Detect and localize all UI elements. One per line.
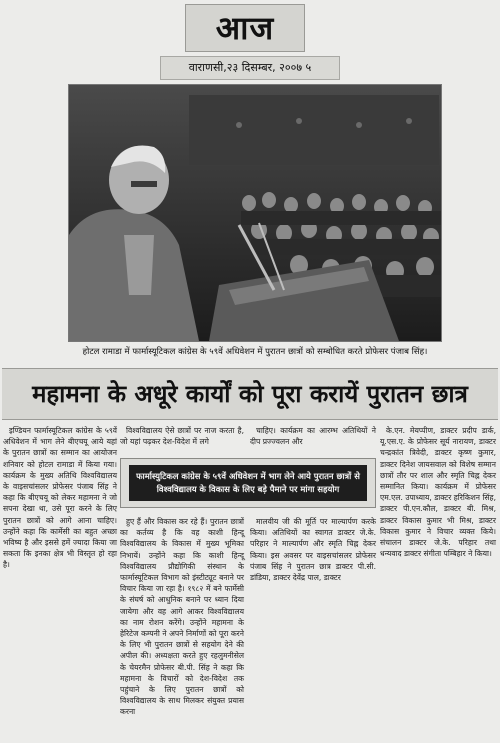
- dateline: वाराणसी,२३ दिसम्बर, २००७ ५: [160, 56, 340, 80]
- highlight-box: [120, 458, 376, 508]
- article-headline: महामना के अधूरे कार्यों को पूरा करायें पुरातन छात्र: [2, 368, 498, 420]
- highlight-text: फार्मास्युटिकल कांग्रेस के ५९वें अधिवेशन में भाग लेने आये पुरातन छात्रों से विश्वविद्यालय के विकास के लिए बड़े पैमाने पर मांगा सहयोग: [129, 465, 367, 501]
- photo-caption: होटल रामाडा में फार्मास्यूटिकल कांग्रेस के ५९वें अधिवेशन में पुरातन छात्रों को सम्बोधित करते प्रोफेसर पंजाब सिंह।: [82, 347, 428, 357]
- article-column-4: [380, 425, 496, 680]
- photo-illustration: [69, 85, 441, 341]
- paragraph: चाहिए। कार्यक्रम का आरम्भ अतिथियों ने दीप प्रज्ज्वलन और: [250, 426, 376, 447]
- paragraph: इण्डियन फार्मास्यूटिकल कांग्रेस के ५९वें अधिवेशन में भाग लेने बीएचयू आये यहां के पुरातन छात्रों का सम्मान का आयोजन शनिवार को होटल रामाडा में किया गया। कार्यक्रम के मुख्य अतिथि विश्वविद्यालय के वाइसचांसलर प्रोफेसर पंजाब सिंह ने कहा कि बीएचयू को लेकर महामना ने जो सपना देखा था, उसे पूरा करने के लिए पुरातन छात्रों को आगे आना चाहिए। उन्होंने कहा कि कार्मेसी का बहुत अच्छा भविष्य है और इससे हमें ज्यादा किया जा सकता कि इनका क्षेत्र भी विस्तृत हो रहा है।: [3, 426, 117, 570]
- paragraph: विश्वविद्यालय ऐसे छात्रों पर नाज करता है, जो यहां पढ़कर देश-विदेश में लगे: [120, 426, 244, 447]
- paragraph: हुए हैं और विकास कर रहे हैं। पुरातन छात्रों का कर्तव्य है कि वह काशी हिन्दू विश्वविद्यालय के विकास में मुख्य भूमिका निभायें। उन्होंने कहा कि काशी हिन्दू विश्वविद्यालय प्रौद्योगिकी संस्थान के फार्मास्यूटिकल विभाग को इंस्टीट्यूट बनाने पर विचार किया जा रहा है। १९८२ में बने फार्मेसी के संघर्ष को आधुनिक बनाने पर ध्यान दिया जायेगा और वह आगे आकर विश्वविद्यालय का नाम रोशन करेंगे। उन्होंने महामना के हेरिटेज कम्पनी ने अपने निर्माणों को पूरा करने के लिए भी पुरातन छात्रों से सहयोग देने की अपील की। अध्यक्षता करते हुए रहलुमनीसेल के चेयरमैन प्रोफेसर बी.पी. सिंह ने कहा कि महामना के विचारों को देश-विदेश तक पहुंचाने के लिए पुरातन छात्रों को विश्वविद्यालय के साथ मिलकर संयुक्त प्रयास करना: [120, 517, 244, 717]
- article-column-3-top: [250, 425, 376, 455]
- article-column-1: [3, 425, 117, 570]
- article-column-2-top: [120, 425, 244, 455]
- article-column-2-bottom: [120, 516, 244, 726]
- paragraph: के.एन. मेयप्पीण, डाक्टर प्रदीप डार्क, यू.एस.ए. के प्रोफेसर सूर्य नारायण, डाक्टर चन्द्रकांत त्रिवेदी, डाक्टर कृष्ण कुमार, डाक्टर दिनेश जायसवाल को विशेष सम्मान छात्रों तौर पर शाल और स्मृति चिह्न देकर सम्मानित किया। कार्यक्रम में प्रोफेसर एम.एल. उपाध्याय, डाक्टर हरिकिशन सिंह, डाक्टर पी.एन.कौल, डाक्टर बी. मिश्र, डाक्टर विकास कुमार भी मिश्र, डाक्टर विकास कुमार ने विचार व्यक्त किये। संचालन डाक्टर जे.के. परिहार तथा धन्यवाद डाक्टर संगीता पम्बिहार ने किया।: [380, 426, 496, 559]
- article-column-3-bottom: [250, 516, 376, 676]
- newspaper-masthead: आज: [185, 4, 305, 52]
- paragraph: मालवीय जी की मूर्ति पर माल्यार्पण करके किया। अतिथियों का स्वागत डाक्टर जे.के. परिहार ने माल्यार्पण और स्मृति चिह्न देकर किया। इस अवसर पर वाइसचांसलर प्रोफेसर पंजाब सिंह ने पुरातन छात्र डाक्टर पी.सी. डांडिया, डाक्टर देवेंद्र पाल, डाक्टर: [250, 517, 376, 583]
- event-photo: [68, 84, 442, 342]
